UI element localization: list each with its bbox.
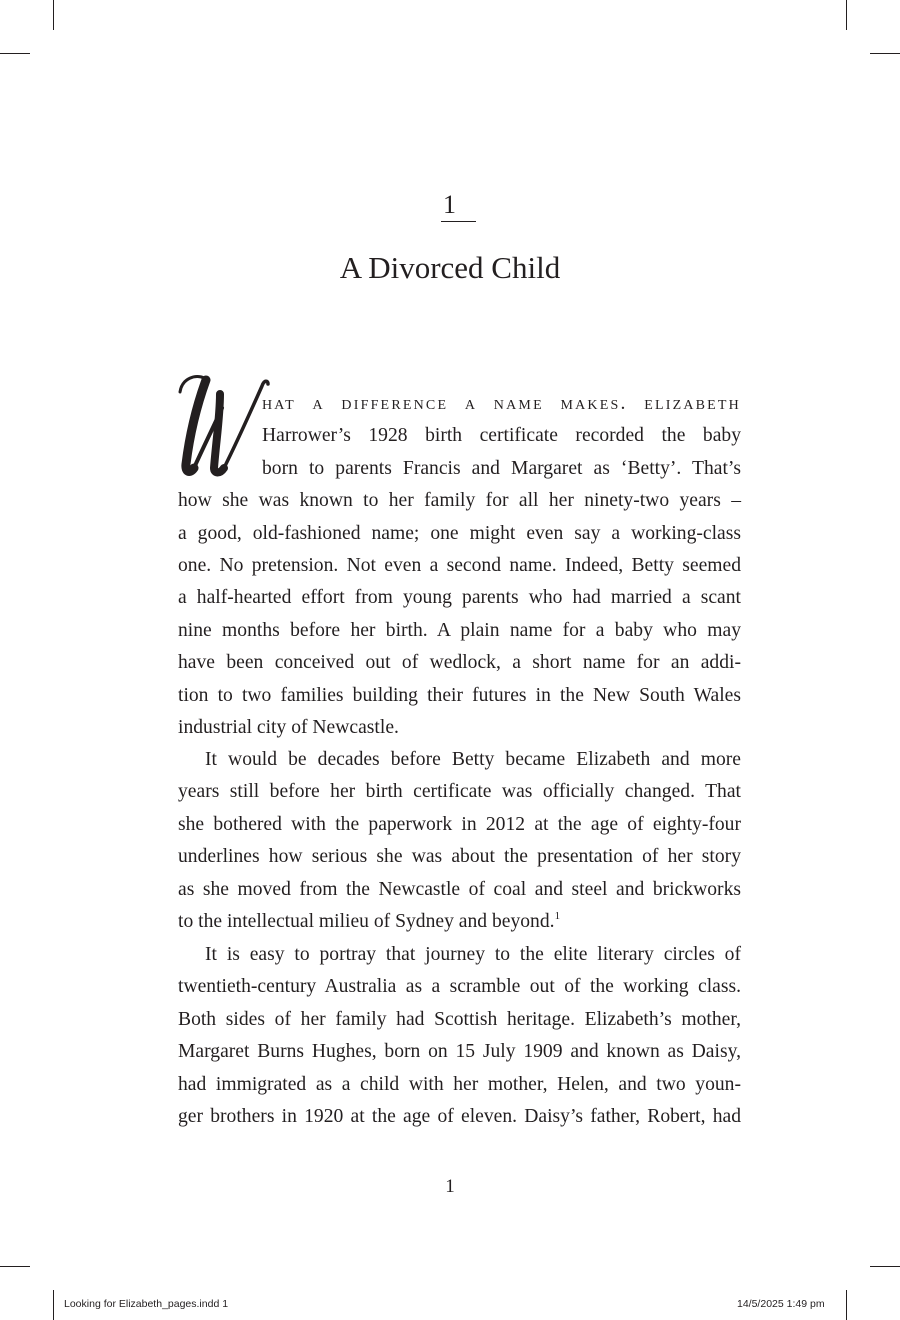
slug-filename: Looking for Elizabeth_pages.indd 1 bbox=[64, 1298, 229, 1310]
crop-mark bbox=[0, 53, 30, 54]
crop-mark bbox=[870, 53, 900, 54]
crop-mark bbox=[846, 1290, 847, 1320]
chapter-rule bbox=[441, 221, 476, 222]
text-line: born to parents Francis and Margaret as ‘Betty’. That’s bbox=[262, 457, 741, 479]
text-line: tion to two families building their futures in the New South Wales bbox=[178, 684, 741, 706]
footnote-reference[interactable]: 1 bbox=[554, 909, 561, 922]
text-line: Both sides of her family had Scottish heritage. Elizabeth’s mother, bbox=[178, 1008, 741, 1030]
text-line: Harrower’s 1928 birth certificate recorded the baby bbox=[262, 425, 741, 447]
text-line: underlines how serious she was about the presentation of her story bbox=[178, 846, 741, 868]
text-line: industrial city of Newcastle. bbox=[178, 716, 399, 738]
text-line: how she was known to her family for all her ninety-two years – bbox=[178, 490, 741, 512]
crop-mark bbox=[846, 0, 847, 30]
crop-mark bbox=[870, 1266, 900, 1267]
text-line: years still before her birth certificate was officially changed. That bbox=[178, 781, 741, 803]
text-line: a good, old-fashioned name; one might even say a working-class bbox=[178, 522, 741, 544]
text-line: have been conceived out of wedlock, a short name for an addi- bbox=[178, 652, 741, 674]
text-line: It is easy to portray that journey to the elite literary circles of bbox=[205, 944, 741, 965]
text-line: Margaret Burns Hughes, born on 15 July 1909 and known as Daisy, bbox=[178, 1041, 741, 1063]
text-line: nine months before her birth. A plain name for a baby who may bbox=[178, 619, 741, 641]
text-line: she bothered with the paperwork in 2012 at the age of eighty-four bbox=[178, 813, 741, 835]
paragraph-1 bbox=[178, 388, 741, 744]
text-line: as she moved from the Newcastle of coal and steel and brickworks bbox=[178, 878, 741, 900]
text-line: one. No pretension. Not even a second name. Indeed, Betty seemed bbox=[178, 554, 741, 576]
page-number: 1 bbox=[445, 1176, 455, 1197]
text-line: had immigrated as a child with her mother, Helen, and two youn- bbox=[178, 1073, 741, 1095]
text-line: hat a difference a name makes. elizabeth bbox=[262, 393, 741, 414]
crop-mark bbox=[53, 1290, 54, 1320]
text-line: It would be decades before Betty became Elizabeth and more bbox=[205, 749, 741, 770]
text-line-content: to the intellectual milieu of Sydney and beyond. bbox=[178, 910, 555, 932]
chapter-number: 1 bbox=[443, 190, 457, 219]
text-line: a half-hearted effort from young parents who had married a scant bbox=[178, 587, 741, 609]
crop-mark bbox=[0, 1266, 30, 1267]
text-line: ger brothers in 1920 at the age of eleven. Daisy’s father, Robert, had bbox=[178, 1105, 741, 1127]
text-line: twentieth-century Australia as a scramble out of the working class. bbox=[178, 976, 741, 998]
crop-mark bbox=[53, 0, 54, 30]
paragraph-3 bbox=[178, 939, 741, 1133]
paragraph-2 bbox=[178, 744, 741, 938]
chapter-title: A Divorced Child bbox=[339, 250, 561, 285]
text-line bbox=[178, 906, 741, 938]
slug-timestamp: 14/5/2025 1:49 pm bbox=[737, 1298, 825, 1310]
